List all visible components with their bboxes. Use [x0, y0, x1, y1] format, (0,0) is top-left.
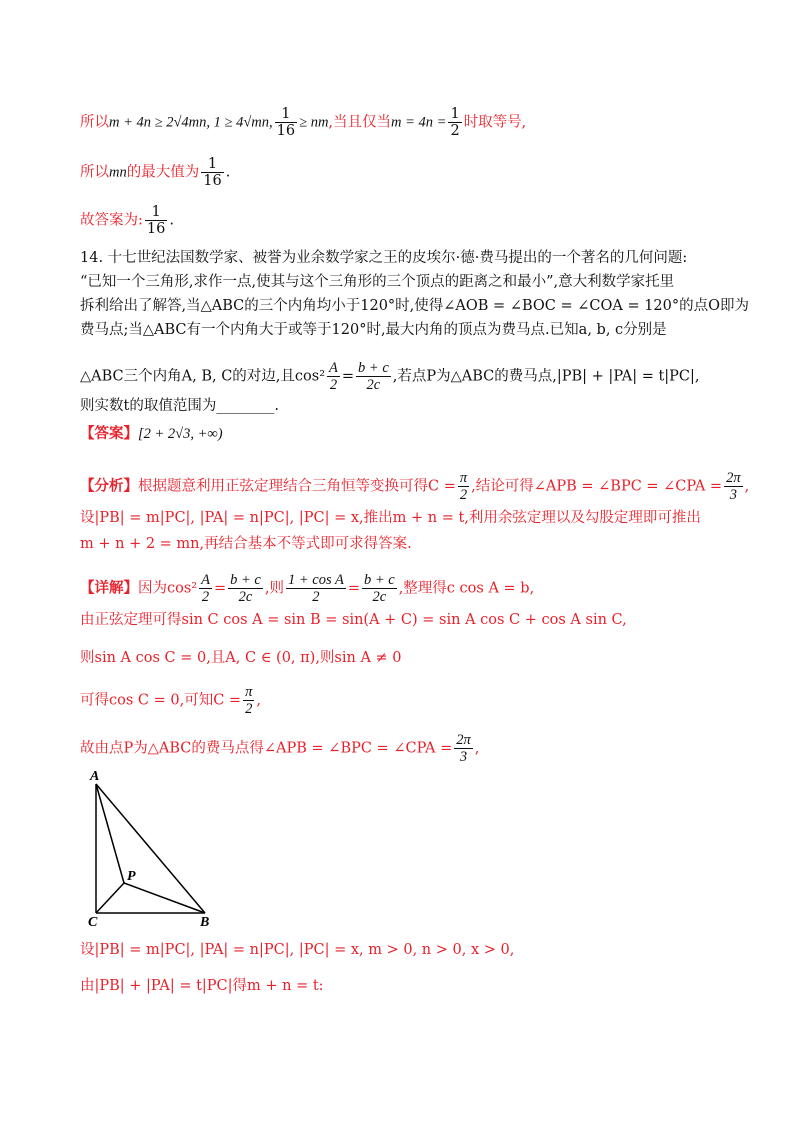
edge-CP	[96, 883, 124, 913]
frac-den: 2c	[238, 589, 253, 605]
detail-label: 【详解】	[80, 579, 138, 597]
detail-line-1	[80, 572, 534, 605]
text: 所以	[80, 114, 109, 131]
detail-line-5	[80, 732, 479, 765]
text: .	[169, 212, 174, 229]
label-C: C	[88, 915, 98, 930]
frac-den: 16	[146, 221, 166, 237]
text: ,当且仅当	[328, 114, 392, 131]
final-answer-line	[80, 204, 174, 237]
frac-den: 2c	[372, 589, 387, 605]
text: ,	[256, 692, 261, 709]
fraction	[724, 470, 743, 503]
frac-den: 16	[276, 123, 296, 139]
frac-den: 2	[450, 123, 460, 139]
text: △ABC三个内角A, B, C的对边,且cos²	[80, 368, 326, 385]
question-14-line-3: 拆利给出了解答,当△ABC的三个内角均小于120°时,使得∠AOB = ∠BOC = ∠COA = 120°的点O即为	[80, 298, 750, 314]
text: 所以	[80, 164, 109, 181]
label-B: B	[200, 915, 210, 930]
text: 根据题意利用正弦定理结合三角恒等变换可得C =	[138, 478, 456, 495]
triangle-figure	[80, 768, 230, 930]
solution-line-2	[80, 156, 230, 189]
analysis-line-2: 设|PB| = m|PC|, |PA| = n|PC|, |PC| = x,推出m + n = t,利用余弦定理以及勾股定理即可推出	[80, 510, 701, 526]
frac-den: 16	[203, 173, 222, 189]
frac-den: 2c	[366, 377, 381, 393]
frac-den: 2	[329, 377, 338, 393]
fraction	[454, 732, 473, 765]
frac-num: 1	[450, 106, 460, 122]
question-14-line-1: 14. 十七世纪法国数学家、被誉为业余数学家之王的皮埃尔·德·费马提出的一个著名的几何问题:	[80, 250, 688, 266]
frac-num: 2π	[456, 732, 471, 748]
question-14-line-2: “已知一个三角形,求作一点,使其与这个三角形的三个顶点的距离之和最小”,意大利数学家托里	[80, 274, 675, 290]
triangle-diagram	[80, 768, 230, 930]
frac-num: 1	[275, 106, 297, 123]
frac-den: 3	[729, 487, 737, 503]
text: ,结论可得∠APB = ∠BPC = ∠CPA =	[471, 478, 723, 495]
fraction	[356, 360, 391, 393]
detail-line-2: 由正弦定理可得sin C cos A = sin B = sin(A + C) = sin A cos C + cos A sin C,	[80, 612, 627, 628]
detail-line-3: 则sin A cos C = 0,且A, C ∈ (0, π),则sin A ≠ 0	[80, 650, 402, 666]
fraction	[145, 204, 167, 237]
edge-AB	[96, 784, 205, 913]
fraction	[286, 572, 346, 605]
text: 故由点P为△ABC的费马点得∠APB = ∠BPC = ∠CPA =	[80, 740, 453, 757]
math: m + 4n ≥ 2√4mn, 1 ≥ 4√mn,	[109, 114, 273, 131]
text: =	[213, 580, 227, 597]
frac-den: 3	[459, 749, 468, 765]
fraction	[458, 470, 469, 503]
question-14-line-6: 则实数t的取值范围为________.	[80, 398, 279, 414]
label-A: A	[90, 769, 100, 784]
frac-den: 2	[312, 589, 320, 605]
fraction	[243, 684, 254, 717]
answer-label: 【答案】	[80, 425, 138, 442]
frac-num: A	[201, 572, 210, 588]
answer-line	[80, 424, 223, 444]
frac-den: 2	[459, 487, 468, 503]
frac-num: b + c	[358, 360, 389, 376]
frac-den: 2	[201, 589, 210, 605]
text: ,若点P为△ABC的费马点,|PB| + |PA| = t|PC|,	[392, 368, 700, 385]
text: 因为cos²	[138, 580, 198, 597]
analysis-line-3: m + n + 2 = mn,再结合基本不等式即可求得答案.	[80, 536, 412, 552]
solution-line-1	[80, 106, 526, 139]
text: 可得cos C = 0,可知C =	[80, 692, 242, 709]
math: m = 4n =	[391, 114, 447, 131]
frac-num: 1	[145, 204, 167, 221]
math: ≥ nm	[299, 114, 329, 131]
detail-line-4	[80, 684, 261, 717]
frac-num: A	[329, 360, 338, 376]
text: ,则	[264, 580, 284, 597]
fraction	[199, 572, 212, 605]
math: mn	[109, 164, 127, 181]
label-P: P	[127, 869, 136, 884]
text: =	[347, 580, 360, 597]
text: 故答案为:	[80, 212, 143, 229]
text: 时取等号,	[463, 114, 527, 131]
question-14-line-4: 费马点;当△ABC有一个内角大于或等于120°时,最大内角的顶点为费马点.已知a, b, c分别是	[80, 322, 667, 338]
text: ,	[744, 478, 750, 495]
text: .	[225, 164, 231, 181]
text: ,	[474, 740, 480, 757]
fraction	[201, 156, 223, 189]
fraction	[275, 106, 297, 139]
detail-line-7: 由|PB| + |PA| = t|PC|得m + n = t:	[80, 978, 324, 994]
fraction	[362, 572, 397, 605]
analysis-line-1	[80, 470, 749, 503]
text: =	[341, 368, 355, 385]
frac-num: 2π	[726, 470, 741, 486]
fraction	[448, 106, 461, 139]
detail-line-6: 设|PB| = m|PC|, |PA| = n|PC|, |PC| = x, m > 0, n > 0, x > 0,	[80, 942, 515, 958]
frac-num: 1	[201, 156, 223, 173]
frac-num: 1 + cos A	[287, 572, 344, 588]
edge-AP	[96, 784, 124, 883]
frac-num: π	[245, 684, 253, 700]
text: 的最大值为	[126, 164, 200, 181]
text: ,整理得c cos A = b,	[398, 580, 535, 597]
frac-num: b + c	[230, 572, 261, 588]
answer-value: [2 + 2√3, +∞)	[138, 426, 223, 442]
question-14-line-5	[80, 360, 700, 393]
fraction	[228, 572, 263, 605]
frac-num: b + c	[363, 572, 395, 588]
analysis-label: 【分析】	[80, 477, 138, 495]
frac-den: 2	[245, 701, 253, 717]
frac-num: π	[459, 470, 468, 486]
fraction	[327, 360, 340, 393]
